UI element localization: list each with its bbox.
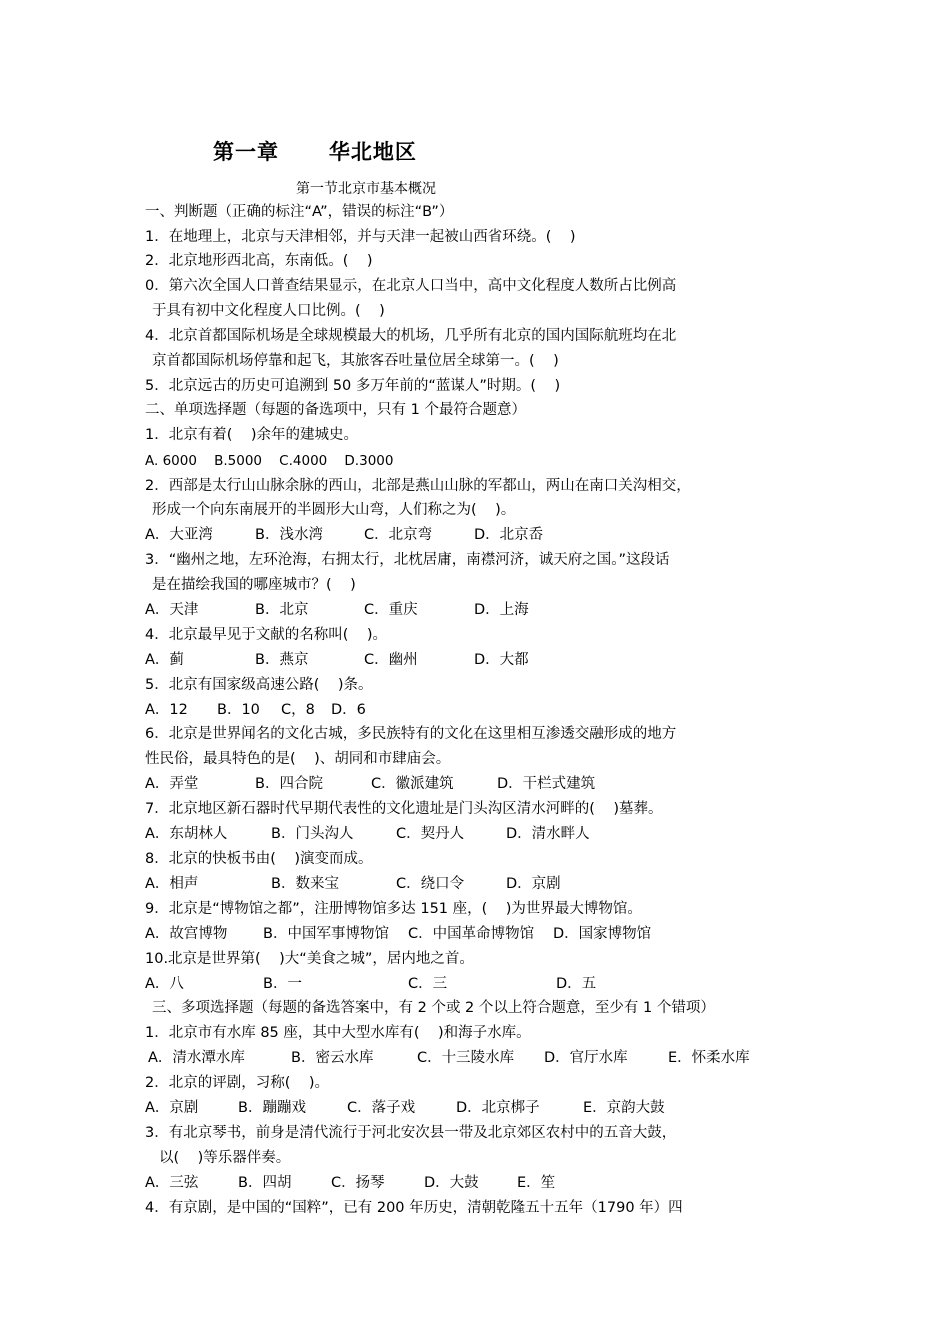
option-d: D．上海	[474, 602, 529, 618]
option-b: B．浅水湾	[255, 527, 323, 543]
option-d: D．五	[556, 976, 597, 992]
section1-heading: 一、判断题（正确的标注“A”，错误的标注“B”）	[145, 204, 454, 220]
option-d: D．大鼓	[424, 1175, 479, 1191]
single-q9: 9．北京是“博物馆之都”，注册博物馆多达 151 座，( )为世界最大博物馆。	[145, 901, 642, 917]
section-subtitle: 第一节北京市基本概况	[296, 181, 436, 197]
option-a: A．12	[145, 702, 188, 718]
option-b: B．四合院	[255, 776, 323, 792]
option-e: E．笙	[517, 1175, 556, 1191]
judge-q1: 1．在地理上，北京与天津相邻，并与天津一起被山西省环绕。( )	[145, 229, 576, 245]
option-d: D．干栏式建筑	[497, 776, 596, 792]
option-a: A．天津	[145, 602, 199, 618]
option-b: B．一	[263, 976, 302, 992]
option-a: A．八	[145, 976, 184, 992]
option-b: B．门头沟人	[271, 826, 354, 842]
single-q8: 8．北京的快板书由( )演变而成。	[145, 851, 373, 867]
single-q3-options	[145, 600, 765, 620]
option-d: D．京剧	[506, 876, 561, 892]
multi-q3-line1: 3．有北京琴书，前身是清代流行于河北安次县一带及北京郊区农村中的五音大鼓，	[145, 1125, 677, 1141]
single-q2-line1: 2．西部是太行山山脉余脉的西山，北部是燕山山脉的军都山，两山在南口关沟相交，	[145, 478, 691, 494]
option-c: C．北京弯	[364, 527, 433, 543]
single-q1-options: A. 6000 B.5000 C.4000 D.3000	[145, 453, 394, 469]
option-b: B．10	[217, 702, 260, 718]
single-q7-options	[145, 824, 765, 844]
option-b: B．北京	[255, 602, 309, 618]
single-q2-line2: 形成一个向东南展开的半圆形大山弯，人们称之为( )。	[152, 502, 516, 518]
judge-q2: 2．北京地形西北高，东南低。( )	[145, 253, 373, 269]
multi-q1: 1．北京市有水库 85 座，其中大型水库有( )和海子水库。	[145, 1025, 531, 1041]
judge-q5: 5．北京远古的历史可追溯到 50 多万年前的“蓝谋人”时期。( )	[145, 378, 561, 394]
option-a: A．东胡林人	[145, 826, 228, 842]
option-c: C．三	[408, 976, 448, 992]
option-d: D．北京梆子	[456, 1100, 540, 1116]
option-a: A．相声	[145, 876, 199, 892]
option-c: C．十三陵水库	[417, 1050, 515, 1066]
option-a: A．蓟	[145, 652, 184, 668]
option-a: A．弄堂	[145, 776, 199, 792]
single-q4: 4．北京最早见于文献的名称叫( )。	[145, 627, 387, 643]
single-q5-options	[145, 700, 765, 720]
option-c: C．重庆	[364, 602, 418, 618]
single-q8-options	[145, 874, 765, 894]
single-q5: 5．北京有国家级高速公路( )条。	[145, 677, 373, 693]
option-a: A．京剧	[145, 1100, 199, 1116]
option-e: E．京韵大鼓	[583, 1100, 665, 1116]
multi-q4-line1: 4．有京剧，是中国的“国粹”，已有 200 年历史，清朝乾隆五十五年（1790 年）四	[145, 1200, 683, 1216]
section3-heading: 三、多项选择题（每题的备选答案中，有 2 个或 2 个以上符合题意，至少有 1 个错项）	[152, 1000, 715, 1016]
option-a: A．清水潭水库	[148, 1050, 245, 1066]
judge-q3-line1: 0．第六次全国人口普查结果显示，在北京人口当中，高中文化程度人数所占比例高	[145, 278, 677, 294]
multi-q3-options	[145, 1173, 785, 1193]
single-q3-line1: 3．“幽州之地，左环沧海，右拥太行，北枕居庸，南襟河济，诚天府之国。”这段话	[145, 552, 670, 568]
chapter-title: 第一章 华北地区	[213, 140, 417, 164]
single-q10-options	[145, 974, 765, 994]
single-q9-options	[145, 924, 765, 944]
option-a: A．故宫博物	[145, 926, 228, 942]
single-q6-line1: 6．北京是世界闻名的文化古城，多民族特有的文化在这里相互渗透交融形成的地方	[145, 726, 677, 742]
option-b: B．中国军事博物馆	[263, 926, 389, 942]
section2-heading: 二、单项选择题（每题的备选项中，只有 1 个最符合题意）	[145, 402, 526, 418]
option-c: C．徽派建筑	[371, 776, 454, 792]
option-c: C．中国革命博物馆	[408, 926, 535, 942]
judge-q4-line2: 京首都国际机场停靠和起飞，其旅客吞吐量位居全球第一。( )	[152, 353, 559, 369]
single-q3-line2: 是在描绘我国的哪座城市？( )	[152, 577, 356, 593]
single-q6-line2: 性民俗，最具特色的是( )、胡同和市肆庙会。	[145, 751, 451, 767]
option-d: D．清水畔人	[506, 826, 590, 842]
option-d: D．北京岙	[474, 527, 544, 543]
option-b: B．密云水库	[291, 1050, 374, 1066]
judge-q4-line1: 4．北京首都国际机场是全球规模最大的机场，几乎所有北京的国内国际航班均在北	[145, 328, 677, 344]
single-q1: 1．北京有着( )余年的建城史。	[145, 427, 358, 443]
option-c: C．落子戏	[347, 1100, 416, 1116]
option-e: E．怀柔水库	[668, 1050, 750, 1066]
single-q4-options	[145, 650, 765, 670]
option-b: B．蹦蹦戏	[238, 1100, 306, 1116]
single-q10: 10.北京是世界第( )大“美食之城”，居内地之首。	[145, 951, 474, 967]
option-d: D．大都	[474, 652, 529, 668]
option-c: C．契丹人	[396, 826, 465, 842]
option-c: C．幽州	[364, 652, 418, 668]
option-d: D．国家博物馆	[553, 926, 652, 942]
option-c: C．扬琴	[331, 1175, 385, 1191]
option-d: D．官厅水库	[544, 1050, 628, 1066]
multi-q3-line2: 以( )等乐器伴奏。	[159, 1150, 291, 1166]
single-q7: 7．北京地区新石器时代早期代表性的文化遗址是门头沟区清水河畔的( )墓葬。	[145, 801, 663, 817]
option-a: A．大亚湾	[145, 527, 213, 543]
option-c: C，8	[281, 702, 315, 718]
option-d: D．6	[331, 702, 366, 718]
multi-q1-options	[148, 1048, 788, 1068]
option-c: C．绕口令	[396, 876, 465, 892]
judge-q3-line2: 于具有初中文化程度人口比例。( )	[152, 303, 385, 319]
multi-q2: 2．北京的评剧，习称( )。	[145, 1075, 329, 1091]
option-b: B．燕京	[255, 652, 309, 668]
option-b: B．数来宝	[271, 876, 339, 892]
option-a: A．三弦	[145, 1175, 199, 1191]
option-b: B．四胡	[238, 1175, 292, 1191]
single-q2-options	[145, 525, 765, 545]
single-q6-options	[145, 774, 765, 794]
multi-q2-options	[145, 1098, 785, 1118]
